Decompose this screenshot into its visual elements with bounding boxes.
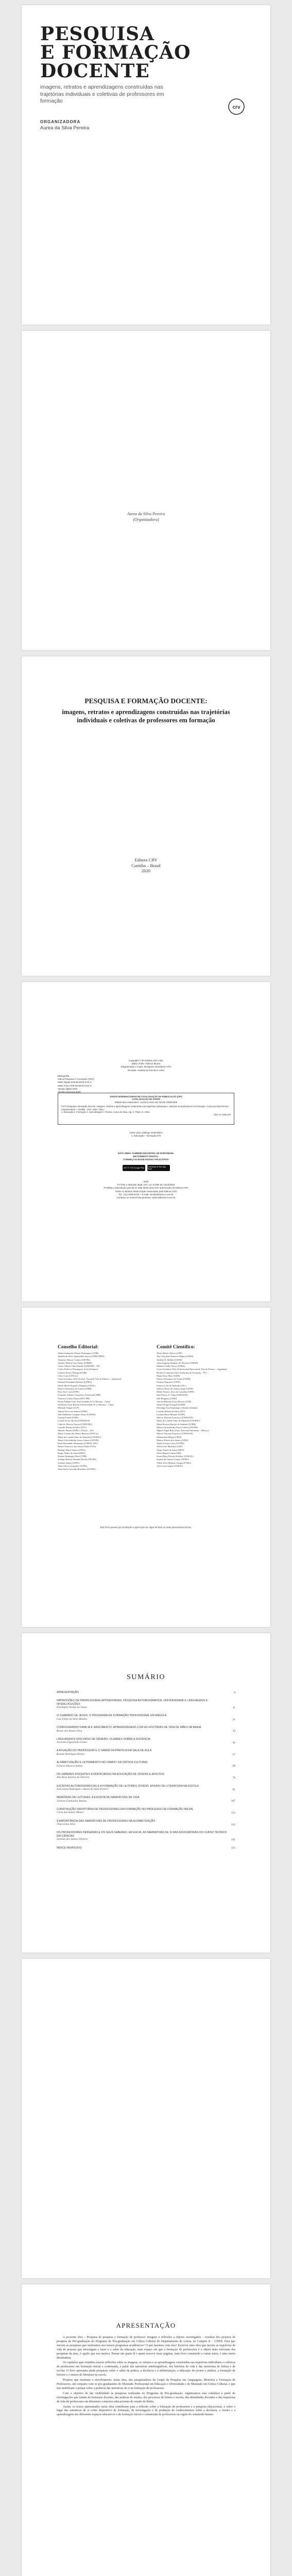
toc-entry-author: Bruno dos Santos Silva [57, 1729, 82, 1733]
legal-line: Tel.: (41) 3039-6418 – E-mail: sac@editoracrv.com.br [118, 1193, 174, 1196]
toc-entry-page: 135 [231, 1823, 235, 1826]
toc-entry-title: OS SABERES DOCENTES EVIDENCIADOS NA EDUCAÇÃO DE JOVENS E ADULTOS [57, 1772, 164, 1776]
council-member: Ana Chrystina Venancio Mignot (UERJ) [157, 1355, 194, 1358]
app-store-badge[interactable]: Download on the App Store [147, 1165, 170, 1171]
council-member: Andréia da Silva Quintanilha Sousa (UNIR/UFRN) [58, 1355, 105, 1358]
toc-entry-text [57, 1820, 228, 1826]
cover-title-line: PESQUISA [40, 23, 155, 45]
paragraph: Com o objetivo de dar visibilidade às pesquisas realizadas no Programa de Pós-graduação, organizamos esta coletânea a partir de investigações que tratam da formação docente, das práticas de ensino, dos processos de leitura e escrita, das identidades docentes e das trajetórias de vida de professores em diferentes contextos educacionais do estado da Bahia. [57, 2392, 235, 2403]
council-member: Sérgio Nunes de Jesus (IFRO) [157, 1448, 184, 1451]
council-member: Josania Portela (UFPI) [58, 1416, 78, 1419]
toc-entry-text [57, 1761, 228, 1768]
council-member: Maria de Lourdes Pinto de Almeida (UNOESC) [58, 1435, 101, 1438]
author-role: (Organizadora) [133, 517, 159, 522]
biblio-line: ISBN Físico 978-65-5578-XXX-X [58, 1084, 92, 1087]
toc-entry-page: 11 [232, 1706, 235, 1709]
toc-entry-page: 21 [232, 1718, 235, 1721]
council-member: Tadeu Oliver Gonçalves (UFPA) [58, 1464, 88, 1467]
council-member: Cesar Gerónimo Tello (Universidad Nacional de Três de Febrero – Argentina) [157, 1368, 227, 1371]
index-line: Índice para catálogo sistemático [129, 1131, 163, 1134]
council-member: Gloria Fariñas León (Universidade de La Havana – Cuba) [58, 1400, 110, 1403]
toc-entry-text [57, 1785, 228, 1791]
cover-page [22, 5, 270, 325]
toc-entry-author: Elisângela Araújo de Souza [57, 1706, 87, 1709]
toc-entry[interactable] [57, 1808, 235, 1815]
copyright-line: Copyright © da Editora CRV Ltda. [128, 1059, 164, 1062]
toc-entry-text [57, 1714, 228, 1721]
toc-entry[interactable] [57, 1773, 235, 1780]
copyright-page [22, 982, 270, 1301]
toc-entry[interactable] [57, 1796, 235, 1803]
council-member: Mônica Pereira dos Santos (UFRJ) [157, 1438, 188, 1442]
half-title-page [22, 331, 270, 650]
digital-notice-line: ESTA OBRA TAMBÉM ENCONTRA-SE DISPONÍVEL [117, 1152, 175, 1155]
author-name: Aurea da Silva Pereira [127, 512, 165, 516]
copyright-line: Editor-chefe: Railson Moura [131, 1062, 161, 1065]
cip-catalog-box [58, 1093, 234, 1125]
council-member: Sonia Maria Ferreira Koehler (UNISAL) [157, 1455, 194, 1458]
council-member: Maria Cristina dos Santos Bezerra (UFSCar) [58, 1432, 98, 1435]
council-member: Kilwangy Kya Kapitango-a-Samba (Unemat) [157, 1406, 198, 1410]
cover-subtitle: imagens, retratos e aprendizagens construídas nas trajetórias individuais e coletivas de professores em formação [40, 84, 164, 104]
council-member: Sydione Santos (UEPG) [58, 1461, 80, 1464]
toc-entry-page: 79 [232, 1776, 235, 1780]
council-member: Andréia N. Militão (UEMS) [157, 1358, 182, 1361]
paragraph: Os capítulos aqui reunidos trazem reflexões sobre as imagens, os retratos e as aprendizagens construídas nas trajetórias individuais e coletivas de professores em formação inicial e continuada, a partir das narrativas autobiográficas, das histórias de vida e das memórias de leitura e de escrita. O livro apresenta ainda pesquisas sobre o saber da prática, a docência e a alfabetização, a educação de jovens e adultos, a formação de leitores e o ensino de literatura na escola. [57, 2361, 235, 2377]
svg-text:crv: crv [232, 105, 241, 110]
cip-subtitle: CATALOGAÇÃO NA FONTE [132, 1098, 160, 1101]
council-member: Lídia de Oliveira Xavier (UNIEURO) [58, 1422, 92, 1426]
toc-entry-author: Luís Filipe da Silva Mendes [57, 1717, 88, 1721]
council-member: Solange Helena Ximenes-Rocha (UFOPA) [58, 1458, 97, 1461]
council-member: Míguel Ángel Ruiz (Univ. Nacional Autónoma – México) [157, 1429, 209, 1432]
toc-entry[interactable] [57, 1831, 235, 1841]
digital-notice [22, 1152, 270, 1162]
digital-notice-line: CONHEÇA E BAIXE NOSSO APLICATIVO! [123, 1158, 169, 1161]
digital-notice-line: EM FORMATO DIGITAL. [133, 1155, 159, 1158]
toc-entry-page: 155 [231, 1846, 235, 1850]
paragraph: Assim, os textos apresentados nesta obra contribuem para a reflexão sobre a formação de professores e a pesquisa educacional, e sobre o lugar das narrativas de si como dispositivo de formação, de investigação e de produção de conhecimentos sobre a docência, o ensino e a aprendizagem nos diferentes espaços educativos e de formação inicial e continuada de professores na região do semiárido baiano. [57, 2405, 235, 2417]
toc-entry-page: 107 [231, 1800, 235, 1803]
council-member: Eduardo Fernandes Barbosa (UFMG) [58, 1381, 92, 1384]
cover-organizer-label: ORGANIZADORA [40, 120, 81, 124]
council-member: Carmen Tereza Velanga (UNIR) [58, 1371, 87, 1374]
biblio-line: Versão digital 2020 [58, 1087, 78, 1090]
toc-entry-title: ESCRITAS AUTOBIOGRÁFICAS E A FORMAÇÃO DE LEITORES JOVENS: ENSINO DE LITERATURA NA ESCOLA [57, 1784, 199, 1788]
toc-entry-author: Jackson Guimarães Batista [57, 1799, 87, 1803]
council-member: Leonel Severo Rocha (UNISINOS) [58, 1419, 90, 1422]
council-member: Paulo Romualdo Hernandes (UNIFAL-MG) [58, 1442, 98, 1445]
council-member: Jussara Fraga Portugal (UNEB) [157, 1403, 185, 1406]
council-member: Francisco Ari de Andrade (UFC) [157, 1384, 186, 1387]
google-play-badge[interactable]: GET IT ON Google Play [123, 1165, 145, 1171]
app-store-badges [123, 1165, 170, 1171]
copyright-credits [22, 1059, 270, 1072]
toc-entry-title: ÍNDICE REMISSIVO [57, 1846, 82, 1850]
cover-title-line: DOCENTE [40, 60, 150, 82]
biblio-line: Bibliografia [58, 1075, 70, 1077]
council-member: Jailson Alves dos Santos (UFRJ) [58, 1410, 88, 1413]
council-member: Marcelo Paixão (UFRJ e UTexas – US) [58, 1429, 94, 1432]
blank-page [22, 1959, 270, 2278]
council-member: Tania Suely Azevedo Brasileiro (UFOPA) [58, 1468, 96, 1470]
toc-entry[interactable] [57, 1738, 235, 1744]
council-member: Najela Tavares Ujiie (UTFPR) [157, 1442, 184, 1445]
scientific-committee-list [157, 1352, 239, 1468]
council-member: Marcos Vinicius Francisco (UNOESTE) [157, 1416, 193, 1419]
council-member: Simone Rodrigues Pinto (UNB) [58, 1455, 87, 1458]
paragraph: A presente obra – Pesquisa de pesquisa e formação de professor: imagens e reflexões a objetos investigados – resultou dos projetos de pesquisa da Pró-graduação do Programa de Pós-graduação em Crítica Cultural do Departamento de Letras, no Campus II – UNEB. Para que servem as pesquisas que realizamos nos nossos programas acadêmicos? O que fazemos com elas? Escrever uma obra que mostre as trajetórias de vida de pessoas que investigam o fazer e o saber da educação, num espaço em que a formação de professores é o objeto mais relevante das pesquisas da área, é aquilo que nos motiva. Pensar em quem lê e quem escreve essas páginas, num livro construído a várias mãos, é uma tarefa desafiadora. [57, 2336, 235, 2360]
toc-entry-text [57, 1691, 228, 1694]
council-member: Maria de Lourdes Pinto de Almeida (UNOESC) [157, 1419, 200, 1422]
toc-entry-page: 91 [232, 1788, 235, 1791]
toc-entry-title: O CHAMADO DE JESUS: O PROGRAMA DE FORMAÇÃO PROFISSIONAL EM ANGOLA [57, 1714, 167, 1718]
toc-entry-author: Ivan Souza Rodrigues e Aurea da Silva Pereira [57, 1788, 108, 1791]
editorial-council-title: Conselho Editorial: [58, 1345, 99, 1350]
presentation-title: APRESENTAÇÃO [116, 2321, 176, 2329]
council-member: Barbara Coelho Neves (UFBA) [157, 1365, 185, 1367]
toc-entry-text [57, 1846, 228, 1850]
toc-entry-title: CONSTRUÇÃO IDENTITÁRIA DE PROFESSORES EM FORMAÇÃO NO PROCESSO DE FORMAÇÃO INICIAL [57, 1807, 194, 1811]
toc-entry[interactable] [57, 1749, 235, 1756]
legal-line: 2020 [143, 1180, 149, 1183]
legal-line: Todos os direitos desta edição reservados pela Editora CRV [115, 1190, 177, 1193]
council-member: Élsio José Corá (UFFS) [58, 1391, 79, 1393]
peer-review-notice: Este livro passou por avaliação e aprovação às cegas de dois ou mais pareceristas ad hoc. [100, 1527, 192, 1529]
toc-entry-title: A IMPORTÂNCIA DAS NARRATIVAS DE PROFESSORES NA ALFABETIZAÇÃO [57, 1819, 156, 1823]
presentation-text [57, 2336, 235, 2418]
council-member: Elione Maria Nogueira Diogenes (UFAL) [58, 1384, 96, 1387]
toc-entry-author: Ana Rosa Saraiva de Oliveira [57, 1776, 90, 1780]
council-member: Suzana dos Santos Gomes (UFMG) [157, 1458, 189, 1461]
editorial-council-list [58, 1352, 150, 1471]
legal-line: Foi feito o depósito legal conf. Lei 10.994 de 14/12/2004 [117, 1183, 175, 1187]
biblio-line: Versão impressa 2020 [58, 1091, 81, 1094]
table-of-contents-page [22, 1633, 270, 1953]
toc-entry-title: ALFABETIZAÇÃO E LETRAMENTO NO CAMPO: DA CRÍTICA CULTURAL [57, 1761, 148, 1765]
council-member: Ilma Passos A. Veiga (UNICEUB) [157, 1394, 188, 1397]
council-member: Carlos Alberto Vilar Estêvão (UMINHO – PT) [58, 1365, 100, 1367]
toc-entry[interactable] [57, 1761, 235, 1768]
toc-list [57, 1691, 235, 1855]
council-member: Celso Conti (UFSCar) [58, 1374, 78, 1377]
council-member: Diosnel Centurion (Univ Autónoma de Assunção – PY) [157, 1371, 207, 1374]
toc-entry-title: LINGUAGEM E DISCURSO DE GÊNERO: OLHARES SOBRE A DOCÊNCIA [57, 1737, 150, 1741]
toc-entry[interactable] [57, 1699, 235, 1709]
catalog-index [22, 1131, 270, 1138]
toc-entry-author: Gilsara Oliveira Santos [57, 1764, 83, 1768]
book-subtitle: imagens, retratos e aprendizagens construídas nas trajetórias individuais e coletivas de professores em formação [62, 708, 230, 724]
council-member: Renato Francisco dos Santos Paula (UFG) [58, 1445, 96, 1448]
council-member: Gláucia Maria dos Santos Jorge (UFOP) [157, 1387, 194, 1390]
copyright-line: Revisão: Analista de Escrita e Artes [127, 1069, 165, 1072]
council-member: Eliane Rose Maio (UEM) [157, 1374, 180, 1377]
biblio-line: Indica Pesquisa e Formação (CRV) [58, 1078, 94, 1081]
council-member: João Adalberto Campato Junior (UNESP) [58, 1413, 96, 1416]
toc-entry-title: CONFIGURANDO FAMÍLIA E NASCIMENTO: APRENDIZAGENS COM AS HISTÓRIAS DE VIDA DE MÃES NA BAHIA [57, 1726, 201, 1730]
cover-organizer-name: Aurea da Silva Pereira [40, 125, 90, 131]
council-member: Marcos Vinicius Francisco (UNOESTE) [157, 1432, 193, 1435]
council-member: José de Ribamar Sousa Pereira (UCB) [157, 1400, 192, 1403]
council-member: Sergio Nunes de Jesus (IFRO) [58, 1451, 85, 1454]
council-member: Rodrigo Pratte-Santos (UFES) [58, 1448, 85, 1451]
legal-notice [22, 1180, 270, 1199]
council-member: Mohammed Elhajji (UFRJ) [157, 1435, 182, 1438]
toc-entry-title: OS PROFESSORES INDÍGENAS E OS SEUS SABERES: EM EULIR, AS NARRATIVAS DE SI DAS EDUCADORAS DO CURSO TÉCNICO EM CIÊNCIAS [57, 1831, 227, 1838]
council-member: Fauston Negreiros (UFPI) [157, 1381, 180, 1384]
toc-entry-author: Jocivane Figueiredo Gomes [57, 1741, 88, 1744]
cip-title: DADOS INTERNACIONAIS DE CATALOGAÇÃO NA PUBLICAÇÃO (CIP) [110, 1095, 182, 1098]
publisher-city: Curitiba – Brasil [131, 862, 161, 868]
cip-librarian: Bibliotecária responsável: Luzenira Alves dos Santos CRB9/1506 [114, 1100, 178, 1104]
book-title: PESQUISA E FORMAÇÃO DOCENTE: [84, 697, 208, 705]
toc-entry-page: 123 [231, 1811, 235, 1815]
council-member: Antônio Pereira Gaio Júnior (UFRRJ) [58, 1361, 92, 1364]
legal-line: Conheça os nossos lançamentos: www.editoracrv.com.br [116, 1196, 176, 1199]
toc-entry-text [57, 1699, 228, 1709]
presentation-page [22, 2284, 270, 2576]
council-member: Maria Lília Imbiriba Sousa Colares (UFOPA) [157, 1426, 198, 1429]
council-member: Cesar Gerónimo Tello (Univer. Nacional Três de Febrero – Argentina) [58, 1378, 122, 1380]
toc-entry-title: MEMÓRIAS DE LEITURAS: A ESCRITA DE NARRATIVAS DE VIDA [57, 1796, 140, 1800]
toc-entry-author: Zeneida dos Santos Oliveira [57, 1838, 88, 1841]
cover-title [40, 25, 191, 80]
toc-entry-text [57, 1749, 228, 1756]
council-member: Vânia Alves Martins Chaigar (FURG) [157, 1461, 192, 1464]
toc-entry[interactable] [57, 1691, 235, 1694]
council-member: Maria Eurácia Barreto de Andrade (UFRB) [157, 1422, 196, 1426]
copyright-line: Diagramação e Capa: Designers da Editora CRV [121, 1065, 171, 1069]
council-member: Vera Lucia Gaspar (UDESC) [157, 1464, 183, 1467]
toc-title: SUMÁRIO [126, 1673, 166, 1681]
toc-entry-text [57, 1773, 228, 1780]
toc-entry-page: 141 [231, 1838, 235, 1842]
toc-entry-page: 69 [232, 1765, 235, 1768]
toc-entry-page: 57 [232, 1753, 235, 1756]
cip-subjects: 1. Educação 2. Formação 3. Aprendizagem I. Pereira, Aurea da Silva, org. II. Título. III. Série. [61, 1111, 150, 1114]
cip-classification: CDU 37 CDD 370 [213, 1113, 231, 1116]
council-member: Nilson José Machado (USP) [157, 1445, 182, 1448]
toc-entry-title: APRESENTAÇÃO [57, 1691, 79, 1694]
cip-body: P474 Pesquisa e formação docente: imagens, retratos e aprendizagens construídas nas trajetórias individuais e coletivas de professores em formação / Aurea da Silva Pereira (organizadora) – Curitiba : CRV, 2020. 146 p. [61, 1105, 229, 1111]
crv-logo-icon [228, 98, 245, 115]
toc-entry-title: IMPRESSÕES DE PROFESSORAS APOSENTADAS: PESQUISA AUTOBIOGRÁFICA, UNIVERSIDADE E LINGUAGENS E INTERLOCUÇÕES [57, 1699, 208, 1706]
imprint [22, 857, 270, 874]
council-member: Lourdes Helena da Silva (UFV) [157, 1410, 186, 1413]
publisher-name: Editora CRV [134, 857, 158, 862]
biblio-line: ISBN Digital 978-65-5578-XXX-X [58, 1081, 92, 1084]
toc-entry[interactable] [57, 1714, 235, 1721]
toc-entry[interactable] [57, 1785, 235, 1791]
title-page [22, 656, 270, 976]
council-member: Fernando Antônio Gonçalves Alcoforado (IPB) [58, 1394, 101, 1397]
council-member: Luciana Rosa Marques (UFPE) [157, 1413, 185, 1416]
council-member: Altair Alberto Fávero (UPF) [157, 1352, 182, 1354]
toc-entry-page: 45 [232, 1741, 235, 1744]
council-member: Inês Bragança (UERJ) [157, 1397, 177, 1400]
toc-entry-text [57, 1808, 228, 1815]
council-member: Helder Buenos Aires de Carvalho (UFPI) [157, 1391, 194, 1393]
index-line: 1. Educação – formação 370 [131, 1134, 161, 1138]
council-member: Anselmo Alencar Colares (UFOPA) [58, 1358, 91, 1361]
toc-entry[interactable] [57, 1846, 235, 1850]
council-member: Francisco Carlos Duarte (PUC-PR) [58, 1397, 90, 1400]
toc-entry[interactable] [57, 1726, 235, 1733]
council-member: Carlos Federico Dominguez Avila (Unieuro) [58, 1368, 98, 1371]
council-member: Lourdes Helena da Silva (UFV) [58, 1426, 87, 1429]
toc-entry-title: A ATUAÇÃO DO PROFESSOR E O SABER DA PRÁTICA EM SALA DE AULA [57, 1749, 152, 1753]
toc-entry-text [57, 1831, 228, 1841]
council-member: Maria Lília Imbiriba Sousa Colares (UFOPA) [58, 1438, 99, 1442]
scientific-committee-title: Comitê Científico: [157, 1345, 195, 1350]
council-member: Elizeu Clementino de Souza (UNEB) [58, 1387, 92, 1390]
bibliographic-info [58, 1075, 212, 1094]
toc-entry-page: 33 [232, 1730, 235, 1733]
editorial-council-page [22, 1308, 270, 1627]
toc-entry-text [57, 1726, 228, 1733]
council-member: Guillermo Arias Beatón (Universidade de La Havana – Cuba) [58, 1403, 114, 1406]
toc-entry-page: 9 [234, 1691, 235, 1694]
toc-entry-text [57, 1796, 228, 1803]
toc-entry-author: Rosane Rodrigues Bastos [57, 1753, 85, 1756]
council-member: Helmuth Krüger (UCP) [58, 1406, 79, 1410]
council-member: Elizeu Clementino de Souza (UNEB) [157, 1378, 191, 1380]
paragraph: Projetos que mostram o envolvimento, nesta obra, dos pesquisadores do Grupo de Pesquisa em Linguagens, Memória e Formação de Professores, em conjunto com os pós-graduandos do Mestrado Profissional em Educação e Diversidade e do Mestrado em Crítica Cultural, e que nos mobilizam a pensar sobre a potência das narrativas de si na formação de professores. [57, 2379, 235, 2390]
legal-line: Proibida a reprodução parcial ou total desta obra sem autorização da Editora CRV [104, 1187, 188, 1190]
toc-entry-author: Thaís Lima Silva [57, 1823, 75, 1826]
half-title-author [22, 511, 270, 522]
council-member: Silvia Regina Canan (URI) [157, 1451, 181, 1454]
toc-entry[interactable] [57, 1820, 235, 1826]
council-member: Aldira Guimarães Duarte Domínguez (UNB) [58, 1352, 99, 1354]
publication-year: 2020 [142, 868, 150, 873]
toc-entry-text [57, 1738, 228, 1744]
council-member: Anna Augusta Sampaio de Oliveira (UNESP) [157, 1361, 198, 1364]
cover-title-line: E FORMAÇÃO [40, 42, 191, 63]
toc-entry-author: Carla dos Santos Moura [57, 1811, 84, 1815]
